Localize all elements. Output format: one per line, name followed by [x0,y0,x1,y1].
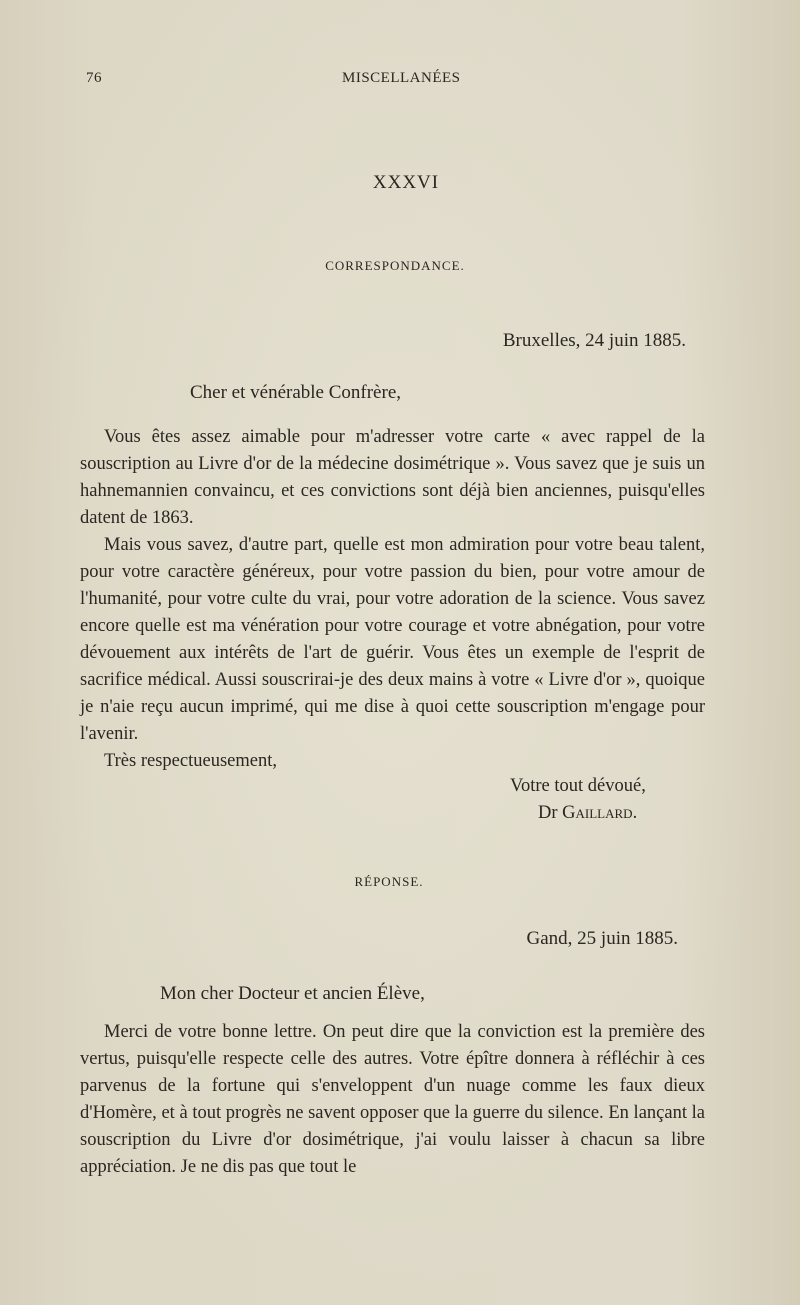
letter-paragraph: Très respectueusement, [104,751,277,771]
letter-paragraph: Mais vous savez, d'autre part, quelle est mon admiration pour votre beau talent, pour votre caractère généreux, pour votre passion du bien, pour votre amour de l'humanité, pour votre culte du vrai, pour votre adoration de la science. Vous savez encore quelle est ma vénération pour votre courage et votre abnégation, pour votre dévouement aux intérêts de l'art de guérir. Vous êtes un exemple de l'esprit de sacrifice médical. Aussi souscrirai-je des deux mains à votre « Livre d'or », quoique je n'aie reçu aucun imprimé, qui me dise à quoi cette souscription m'engage pour l'avenir. [80,535,705,744]
letter-signature [538,803,637,824]
signature-name: Gaillard. [562,803,638,823]
chapter-number: XXXVI [372,172,440,193]
running-title: MISCELLANÉES [342,70,461,86]
reply-paragraph: Merci de votre bonne lettre. On peut dire que la conviction est la première des vertus, puisqu'elle respecte celle des autres. Votre épître donnera à réfléchir à ces parvenus de la fortune qui s'enveloppent d'un nuage comme les faux dieux d'Homère, et à tout progrès ne savent opposer que la guerre du silence. En lançant la souscription du Livre d'or dosimétrique, j'ai voulu laisser à chacun sa libre appréciation. Je ne dis pas que tout le [80,1022,705,1177]
reply-body [80,1019,705,1181]
letter-dateline: Bruxelles, 24 juin 1885. [502,330,686,351]
reply-dateline: Gand, 25 juin 1885. [526,928,678,949]
signature-title: Dr [538,803,558,823]
letter-salutation: Cher et vénérable Confrère, [190,382,402,403]
reply-salutation: Mon cher Docteur et ancien Élève, [160,983,425,1004]
page-number: 76 [86,70,102,86]
reply-title: RÉPONSE. [354,874,424,889]
letter-closing: Votre tout dévoué, [510,776,646,796]
section-title: CORRESPONDANCE. [325,258,465,273]
letter-paragraph: Vous êtes assez aimable pour m'adresser votre carte « avec rappel de la souscription au Livre d'or de la médecine dosimétrique ». Vous savez que je suis un hahnemannien convaincu, et ces convictions sont déjà bien anciennes, puisqu'elles datent de 1863. [80,427,705,528]
letter-body [80,424,705,775]
